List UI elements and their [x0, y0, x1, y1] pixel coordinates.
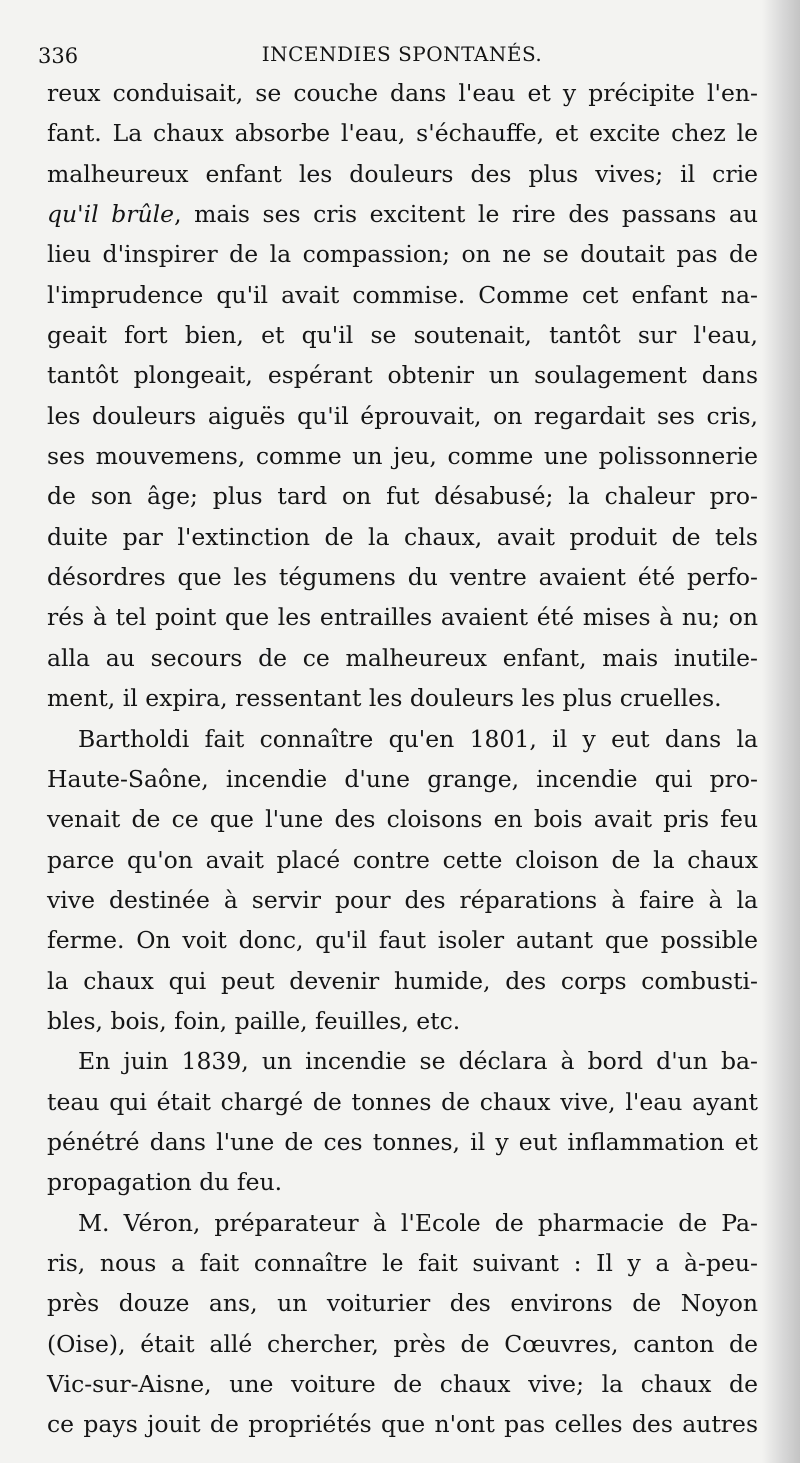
- text-line: duite par l'extinction de la chaux, avait produit de tels: [47, 522, 758, 551]
- text-line-with-italic: [47, 194, 758, 234]
- text-line: l'imprudence qu'il avait commise. Comme cet enfant na-: [47, 280, 758, 309]
- text-line: (Oise), était allé chercher, près de Cœuvres, canton de: [47, 1329, 758, 1358]
- text-line: près douze ans, un voiturier des environs de Noyon: [47, 1289, 758, 1318]
- text-line: tantôt plongeait, espérant obtenir un soulagement dans: [47, 361, 758, 390]
- text-line: geait fort bien, et qu'il se soutenait, tantôt sur l'eau,: [47, 321, 758, 350]
- text-line: ris, nous a fait connaître le fait suivant : Il y a à-peu-: [47, 1248, 758, 1277]
- text-line: venait de ce que l'une des cloisons en bois avait pris feu: [47, 805, 758, 834]
- paragraph-start-line: Bartholdi fait connaître qu'en 1801, il y eut dans la: [78, 724, 758, 753]
- text-line: fant. La chaux absorbe l'eau, s'échauffe, et excite chez le: [47, 119, 758, 148]
- text-line: malheureux enfant les douleurs des plus vives; il crie: [47, 159, 758, 188]
- text-line-rest: , mais ses cris excitent le rire des passans au: [174, 200, 758, 229]
- text-line: les douleurs aiguës qu'il éprouvait, on regardait ses cris,: [47, 401, 758, 430]
- text-line: de son âge; plus tard on fut désabusé; la chaleur pro-: [47, 482, 758, 511]
- running-title: INCENDIES SPONTANÉS.: [261, 42, 543, 66]
- text-line: ses mouvemens, comme un jeu, comme une polissonnerie: [47, 442, 758, 471]
- page-number: 336: [38, 44, 79, 68]
- text-line: alla au secours de ce malheureux enfant, mais inutile-: [47, 643, 758, 672]
- italic-phrase: qu'il brûle: [47, 200, 175, 229]
- text-line: rés à tel point que les entrailles avaient été mises à nu; on: [47, 603, 758, 632]
- text-line: parce qu'on avait placé contre cette cloison de la chaux: [47, 845, 758, 874]
- paragraph-end-line: propagation du feu.: [47, 1168, 283, 1197]
- paragraph-start-line: En juin 1839, un incendie se déclara à bord d'un ba-: [78, 1047, 758, 1076]
- page-header: [38, 38, 762, 74]
- text-line: lieu d'inspirer de la compassion; on ne se doutait pas de: [47, 240, 758, 269]
- paragraph-end-line: ment, il expira, ressentant les douleurs les plus cruelles.: [47, 684, 722, 713]
- text-line: pénétré dans l'une de ces tonnes, il y eut inflammation et: [47, 1127, 758, 1156]
- paragraph-start-line: M. Véron, préparateur à l'Ecole de pharmacie de Pa-: [78, 1208, 758, 1237]
- text-line: teau qui était chargé de tonnes de chaux vive, l'eau ayant: [47, 1087, 758, 1116]
- text-line: Vic-sur-Aisne, une voiture de chaux vive; la chaux de: [47, 1370, 758, 1398]
- text-line: ferme. On voit donc, qu'il faut isoler autant que possible: [47, 926, 758, 955]
- paragraph-end-line: bles, bois, foin, paille, feuilles, etc.: [47, 1006, 461, 1035]
- text-line: Haute-Saône, incendie d'une grange, incendie qui pro-: [47, 764, 758, 793]
- text-line: la chaux qui peut devenir humide, des corps combusti-: [47, 966, 758, 995]
- text-line: désordres que les tégumens du ventre avaient été perfo-: [47, 563, 758, 592]
- body-text: [47, 73, 758, 1445]
- text-line: vive destinée à servir pour des réparations à faire à la: [47, 885, 758, 914]
- text-line: reux conduisait, se couche dans l'eau et y précipite l'en-: [47, 79, 758, 107]
- text-line: ce pays jouit de propriétés que n'ont pas celles des autres: [47, 1410, 758, 1439]
- page-gutter-shadow: [762, 0, 800, 1463]
